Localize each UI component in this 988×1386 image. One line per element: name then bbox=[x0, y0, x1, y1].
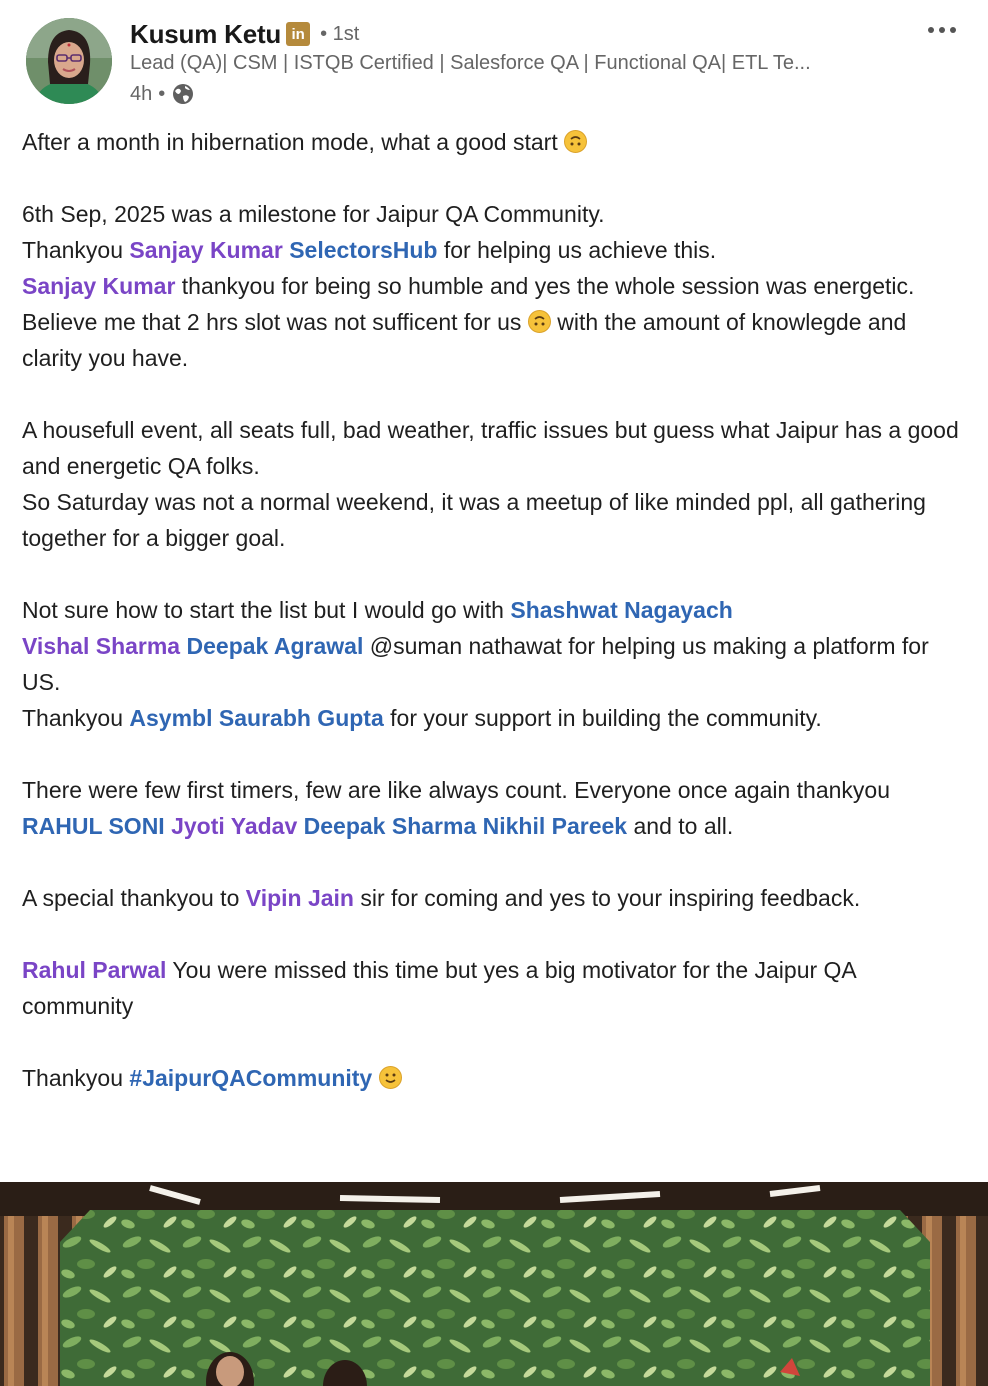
mention-vipin-jain[interactable]: Vipin Jain bbox=[245, 885, 354, 911]
upside-down-face-emoji-icon bbox=[564, 130, 587, 153]
post-paragraph bbox=[22, 196, 972, 376]
author-name[interactable]: Kusum Ketu bbox=[130, 18, 282, 49]
more-options-button[interactable] bbox=[922, 18, 962, 42]
post-text: After a month in hibernation mode, what a good start bbox=[22, 129, 558, 155]
mention-jyoti-yadav[interactable]: Jyoti Yadav bbox=[171, 813, 298, 839]
more-options-icon bbox=[926, 26, 958, 34]
mention-selectorshub[interactable]: SelectorsHub bbox=[289, 237, 438, 263]
mention-deepak-sharma[interactable]: Deepak Sharma bbox=[303, 813, 477, 839]
post-paragraph bbox=[22, 592, 972, 736]
post-text: for helping us achieve this. bbox=[443, 237, 717, 263]
connection-degree: • 1st bbox=[320, 22, 360, 45]
post-text: and to all. bbox=[633, 813, 734, 839]
post-text: A special thankyou to bbox=[22, 885, 240, 911]
mention-saurabh-gupta[interactable]: Saurabh Gupta bbox=[218, 705, 384, 731]
post-text: 6th Sep, 2025 was a milestone for Jaipur QA Community. bbox=[22, 201, 605, 227]
post-paragraph bbox=[22, 880, 972, 916]
mention-sanjay-kumar[interactable]: Sanjay Kumar bbox=[22, 273, 176, 299]
hashtag-jaipurqacommunity[interactable]: #JaipurQACommunity bbox=[129, 1065, 373, 1091]
post-meta bbox=[130, 80, 195, 108]
post-text: You were missed this time but yes a big motivator for the Jaipur QA community bbox=[22, 957, 856, 1019]
author-avatar[interactable] bbox=[26, 18, 112, 104]
post-text: Thankyou bbox=[22, 705, 124, 731]
mention-rahul-parwal[interactable]: Rahul Parwal bbox=[22, 957, 167, 983]
post-text: with the amount of knowlegde and clarity you have. bbox=[22, 309, 907, 371]
profile-photo bbox=[26, 18, 112, 104]
mention-asymbl[interactable]: Asymbl bbox=[129, 705, 213, 731]
post-paragraph bbox=[22, 952, 972, 1024]
post-image[interactable] bbox=[0, 1182, 988, 1386]
post-header bbox=[0, 0, 988, 118]
post-text: thankyou for being so humble and yes the whole session was energetic. Believe me that 2 hrs slot was not sufficent for us bbox=[22, 273, 915, 335]
author-headline: Lead (QA)| CSM | ISTQB Certified | Salesforce QA | Functional QA| ETL Te... bbox=[130, 52, 811, 74]
post-photo bbox=[0, 1182, 988, 1386]
linkedin-premium-badge-icon: in bbox=[286, 22, 310, 46]
post-text: A housefull event, all seats full, bad weather, traffic issues but guess what Jaipur has a good and energetic QA folks. bbox=[22, 417, 959, 479]
post-text: Thankyou bbox=[22, 1065, 124, 1091]
post-paragraph bbox=[22, 124, 972, 160]
author-name-row bbox=[130, 18, 359, 50]
post-text: @suman nathawat for helping us making a platform for US. bbox=[22, 633, 929, 695]
post-body bbox=[22, 124, 972, 1096]
post-text: Not sure how to start the list but I would go with bbox=[22, 597, 504, 623]
post-paragraph bbox=[22, 772, 972, 844]
mention-nikhil-pareek[interactable]: Nikhil Pareek bbox=[482, 813, 628, 839]
meta-separator: • bbox=[158, 82, 166, 105]
post-text: Thankyou bbox=[22, 237, 124, 263]
globe-icon bbox=[171, 82, 195, 106]
post-text: There were few first timers, few are like always count. Everyone once again thankyou bbox=[22, 777, 891, 803]
mention-deepak-agrawal[interactable]: Deepak Agrawal bbox=[186, 633, 364, 659]
post-paragraph bbox=[22, 412, 972, 556]
mention-rahul-soni[interactable]: RAHUL SONI bbox=[22, 813, 165, 839]
post-time: 4h bbox=[130, 82, 153, 105]
upside-down-face-emoji-icon bbox=[528, 310, 551, 333]
mention-vishal-sharma[interactable]: Vishal Sharma bbox=[22, 633, 181, 659]
post-text: sir for coming and yes to your inspiring feedback. bbox=[360, 885, 861, 911]
post-text: So Saturday was not a normal weekend, it was a meetup of like minded ppl, all gathering together for a bigger goal. bbox=[22, 489, 926, 551]
mention-shashwat-nagayach[interactable]: Shashwat Nagayach bbox=[510, 597, 733, 623]
post-paragraph bbox=[22, 1060, 972, 1096]
mention-sanjay-kumar[interactable]: Sanjay Kumar bbox=[129, 237, 283, 263]
post-text: for your support in building the community. bbox=[390, 705, 822, 731]
slightly-smiling-face-emoji-icon bbox=[379, 1066, 402, 1089]
